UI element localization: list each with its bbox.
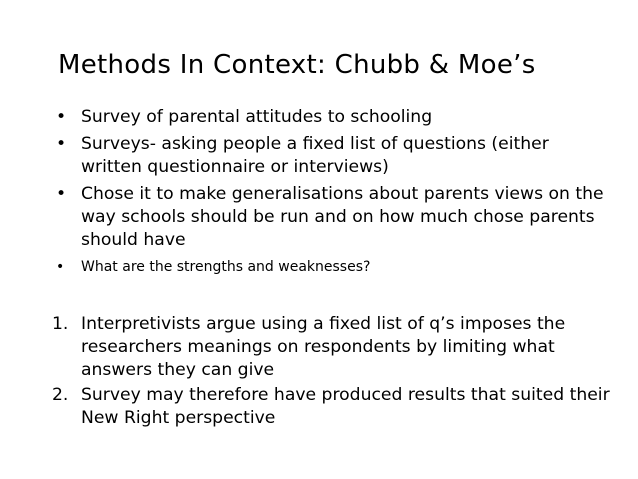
bullet-text: Survey of parental attitudes to schooling bbox=[81, 107, 433, 127]
bullet-marker: • bbox=[56, 107, 67, 127]
slide-title: Methods In Context: Chubb & Moe’s bbox=[58, 50, 536, 80]
numbered-text: Interpretivists argue using a fixed list of q’s imposes the researchers meanings on respondents by limiting what answers they can give bbox=[81, 314, 566, 380]
bullet-text: Chose it to make generalisations about parents views on the way schools should be run and on how much chose parents should have bbox=[81, 184, 604, 250]
bullet-item bbox=[52, 183, 612, 252]
numbered-item bbox=[52, 313, 622, 382]
bullet-item bbox=[52, 133, 612, 179]
numbered-text: Survey may therefore have produced results that suited their New Right perspective bbox=[81, 385, 610, 428]
bullet-text: What are the strengths and weaknesses? bbox=[81, 259, 371, 275]
numbered-item bbox=[52, 384, 622, 430]
bullet-item bbox=[52, 106, 612, 129]
bullet-text: Surveys- asking people a fixed list of questions (either written questionnaire or interviews) bbox=[81, 134, 549, 177]
number-marker: 1. bbox=[52, 314, 69, 334]
number-marker: 2. bbox=[52, 385, 69, 405]
numbered-list bbox=[52, 313, 622, 430]
bullet-marker: • bbox=[56, 259, 65, 275]
bullet-marker: • bbox=[56, 134, 67, 154]
bullet-list bbox=[52, 106, 612, 277]
bullet-marker: • bbox=[56, 184, 67, 204]
bullet-item bbox=[52, 257, 612, 277]
